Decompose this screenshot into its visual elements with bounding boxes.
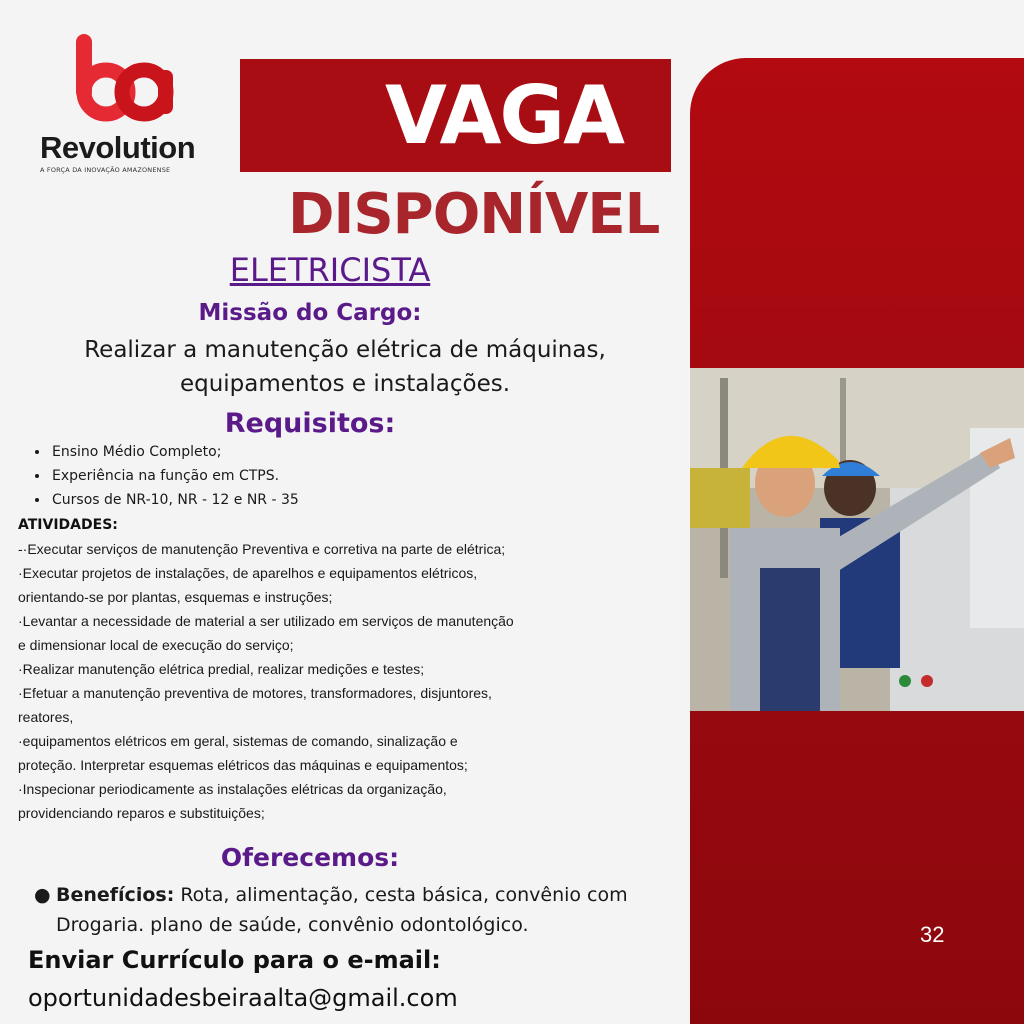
activity-line: e dimensionar local de execução do serviço; xyxy=(18,637,294,653)
requirement-item: • Experiência na função em CTPS. xyxy=(50,464,299,488)
activity-line: ·Executar projetos de instalações, de aparelhos e equipamentos elétricos, xyxy=(18,565,478,581)
logo-name: Revolution xyxy=(40,130,196,165)
benefits-label: Benefícios: xyxy=(56,884,175,906)
page-number: 32 xyxy=(920,922,945,947)
activity-line: orientando-se por plantas, esquemas e instruções; xyxy=(18,589,333,605)
requirement-item: • Cursos de NR-10, NR - 12 e NR - 35 xyxy=(50,488,299,512)
activity-line: providenciando reparos e substituições; xyxy=(18,805,265,821)
activity-line: ·Levantar a necessidade de material a ser utilizado em serviços de manutenção xyxy=(18,613,514,629)
mission-text xyxy=(0,333,690,401)
title-disponivel: DISPONÍVEL xyxy=(288,182,660,247)
mission-text-line: Realizar a manutenção elétrica de máquinas, xyxy=(84,337,606,363)
logo-tagline: A FORÇA DA INOVAÇÃO AMAZONENSE xyxy=(40,166,171,174)
activity-line: -·Executar serviços de manutenção Preventiva e corretiva na parte de elétrica; xyxy=(18,541,506,557)
mission-heading: Missão do Cargo: xyxy=(198,300,422,326)
benefits-item xyxy=(34,880,674,940)
activity-line: ·Efetuar a manutenção preventiva de motores, transformadores, disjuntores, xyxy=(18,685,492,701)
requirements-list xyxy=(30,440,299,512)
mission-text-line: equipamentos e instalações. xyxy=(179,371,511,397)
activities-list xyxy=(18,537,688,825)
title-vaga: VAGA xyxy=(385,69,623,162)
logo-ba-mark xyxy=(36,30,186,130)
activity-line: ·Inspecionar periodicamente as instalações elétricas da organização, xyxy=(18,781,447,797)
requirements-heading: Requisitos: xyxy=(224,408,396,439)
activity-line: ·Realizar manutenção elétrica predial, realizar medições e testes; xyxy=(18,661,425,677)
electricians-photo xyxy=(690,368,1024,711)
activity-line: ·equipamentos elétricos em geral, sistemas de comando, sinalização e xyxy=(18,733,458,749)
contact-email[interactable]: oportunidadesbeiraalta@gmail.com xyxy=(28,984,458,1012)
job-title: ELETRICISTA xyxy=(229,251,431,289)
offer-heading: Oferecemos: xyxy=(220,843,400,872)
activity-line: reatores, xyxy=(18,709,74,725)
benefits-text: Rota, alimentação, cesta básica, convênio com Drogaria. plano de saúde, convênio odontológico. xyxy=(56,884,628,936)
activities-heading: ATIVIDADES: xyxy=(18,517,118,533)
contact-heading: Enviar Currículo para o e-mail: xyxy=(28,946,441,974)
activity-line: proteção. Interpretar esquemas elétricos das máquinas e equipamentos; xyxy=(18,757,468,773)
requirement-item: • Ensino Médio Completo; xyxy=(50,440,299,464)
company-logo xyxy=(36,30,216,180)
bullet-icon: ● xyxy=(34,884,51,906)
